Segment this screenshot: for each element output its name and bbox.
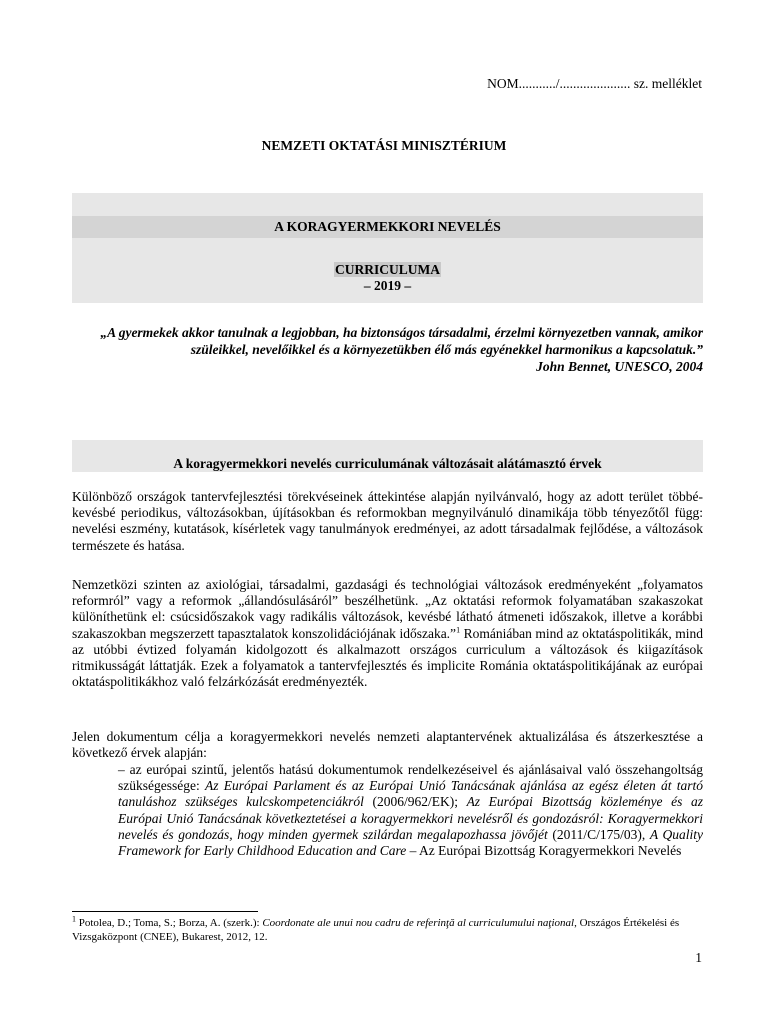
quote-text: „A gyermekek akkor tanulnak a legjobban, ha biztonságos társadalmi, érzelmi környezetben vannak, amikor szüleikkel, nevelőikkel és a környezetükben élő más egyénekkel harmonikus a kapcsolatuk.”: [100, 325, 703, 357]
paragraph-2-text-b: Romániában mind az oktatáspolitikák, mind az utóbbi évtized folyamán kidolgozott és alkalmazott országos curriculum a változások és kiigazítások ritmikusságát láttatják. Ezek a folyamatok a tantervfejlesztés és implicite Románia oktatáspolitikájának az európai oktatáspolitikákhoz való felzárkózását eredményezték.: [72, 625, 704, 690]
annex-label: NOM.........../..................... sz. melléklet: [487, 76, 702, 91]
footnote: [72, 916, 703, 944]
list-item-text-g: – Az Európai Bizottság Koragyermekkori Nevelés: [406, 843, 682, 859]
list-item-citation-3: A Quality Framework for Early Childhood Education and Care: [118, 826, 704, 859]
list-item-text-c: (2006/962/EK);: [363, 794, 467, 810]
footnote-divider: [72, 911, 258, 912]
footnote-title: Coordonate ale unui nou cadru de referinţă al curriculumului naţional: [262, 917, 575, 929]
footnote-mark: 1: [72, 914, 76, 924]
paragraph-2-text-a: Nemzetközi szinten az axiológiai, társadalmi, gazdasági és technológiai változások eredményeként „folyamatos reformról” vagy a reformok „állandósulásáról” beszélhetünk. „Az oktatási reformok folyamatában szakaszokat különíthetünk el: csúcsidőszakok vagy radikális változások, kevésbé látható átmeneti időszakok, illetve a korábbi szakaszokban megszerzett tapasztalatok konszolidációjának időszaka.”: [72, 577, 703, 641]
footnote-reference[interactable]: 1: [456, 625, 461, 635]
ministry-heading: NEMZETI OKTATÁSI MINISZTÉRIUM: [261, 138, 507, 153]
list-item-text-e: (2011/C/175/03),: [547, 826, 650, 842]
curriculum-word: CURRICULUMA: [335, 262, 440, 277]
document-subtitle: [72, 262, 703, 278]
document-title: A KORAGYERMEKKORI NEVELÉS: [274, 219, 501, 234]
footnote-publisher: , Országos Értékelési és Vizsgaközpont (CNEE), Bukarest, 2012, 12.: [72, 917, 680, 943]
paragraph-2: [72, 577, 703, 690]
list-item: [118, 762, 703, 859]
epigraph-quote: [72, 324, 703, 375]
list-item-citation-1: Az Európai Parlament és az Európai Unió Tanácsának ajánlása az egész életen át tartó tanuláshoz szükséges kulcskompetenciákról: [118, 778, 703, 810]
paragraph-3: Jelen dokumentum célja a koragyermekkori nevelés nemzeti alaptantervének aktualizálása és átszerkesztése a következő érvek alapján:: [72, 729, 703, 761]
page-number: 1: [695, 950, 702, 965]
paragraph-1: Különböző országok tantervfejlesztési törekvéseinek áttekintése alapján nyilvánvaló, hogy az adott terület többé-kevésbé periodikus, változásokban, újításokban és reformokban megnyilvánuló dinamikája több tényezőtől függ: nevelési eszmény, kutatások, kísérletek vagy tanulmányok eredményei, az adott társadalmak fejlődése, a változások természete és hatása.: [72, 489, 703, 553]
list-item-text-a: – az európai szintű, jelentős hatású dokumentumok rendelkezéseivel és ajánlásaival való összehangoltság szükségessége:: [118, 762, 703, 794]
section-heading: A koragyermekkori nevelés curriculumának változásait alátámasztó érvek: [173, 456, 602, 471]
quote-author: John Bennet, UNESCO, 2004: [536, 359, 703, 374]
document-year: – 2019 –: [363, 278, 412, 293]
list-item-citation-2: Az Európai Bizottság közleménye és az Európai Unió Tanácsának következtetései a koragyermekkori nevelésről és gondozásról: Koragyermekkori nevelés és gondozás, hogy minden gyermek szilárdan megalapozhassa jövőjét: [118, 794, 703, 842]
footnote-authors: Potolea, D.; Toma, S.; Borza, A. (szerk.):: [76, 917, 263, 929]
